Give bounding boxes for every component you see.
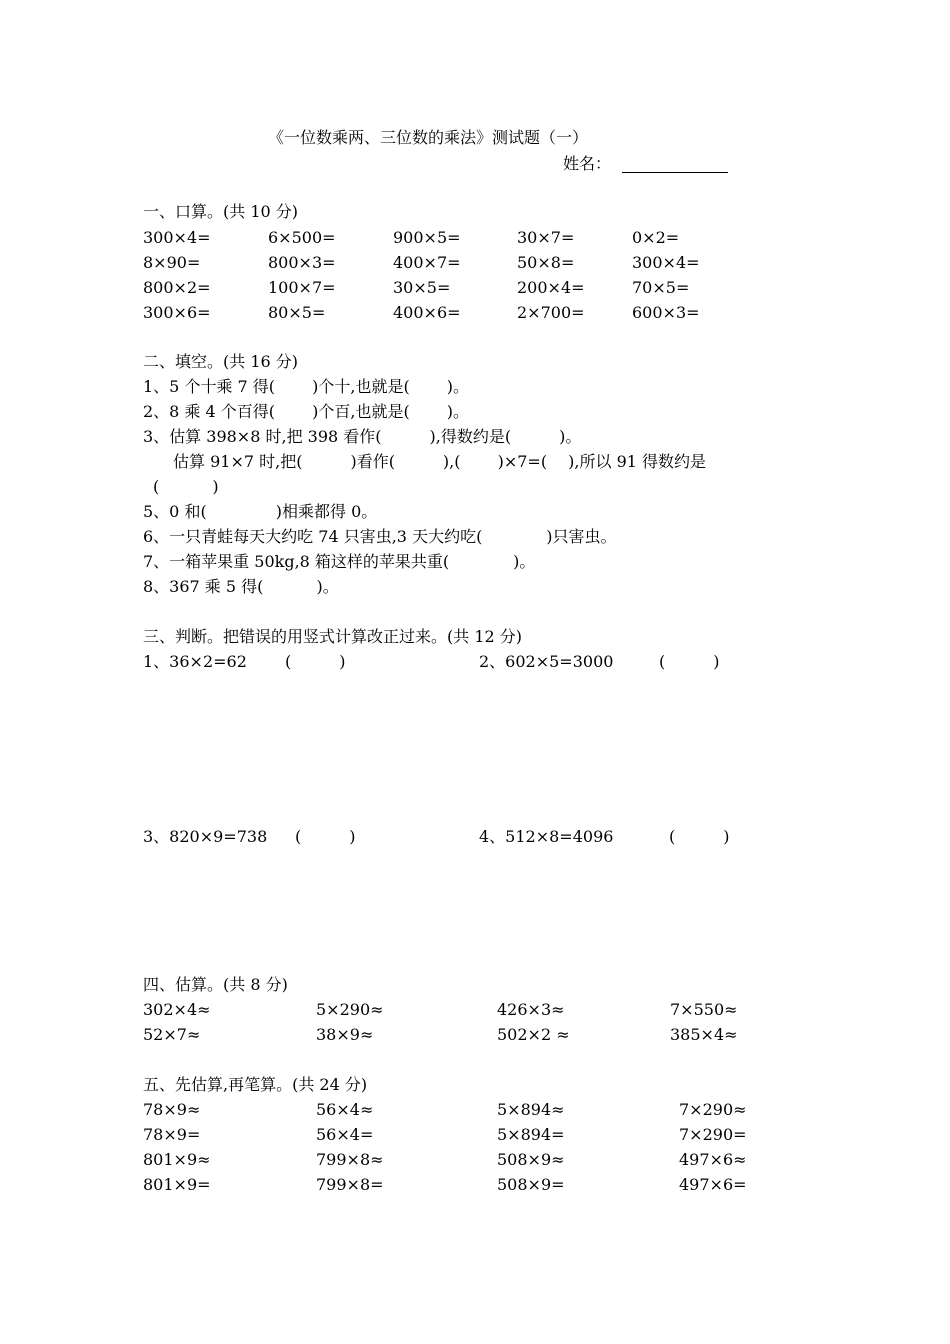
s1-cell: 80×5= (268, 303, 326, 322)
fill-item: 6、一只青蛙每天大约吃 74 只害虫,3 天大约吃( )只害虫。 (143, 527, 617, 546)
s1-cell: 300×6= (143, 303, 211, 322)
fill-item: 估算 91×7 时,把( )看作( ),( )×7=( ),所以 91 得数约是 (173, 452, 707, 471)
s1-cell: 50×8= (517, 253, 575, 272)
name-label: 姓名： (563, 154, 612, 173)
judge-item-blank: ( ) (295, 827, 356, 846)
calc-cell: 799×8= (316, 1175, 384, 1194)
page-title: 《一位数乘两、三位数的乘法》测试题（一） (268, 128, 589, 147)
judge-item-blank: ( ) (659, 652, 720, 671)
section4-title: 四、估算。(共 8 分) (143, 975, 288, 994)
calc-cell: 497×6≈ (679, 1150, 747, 1169)
judge-item-text: 2、602×5=3000 (479, 652, 614, 671)
judge-item-text: 3、820×9=738 (143, 827, 268, 846)
calc-cell: 5×894= (497, 1125, 565, 1144)
s1-cell: 400×6= (393, 303, 461, 322)
s1-cell: 6×500= (268, 228, 336, 247)
s1-cell: 70×5= (632, 278, 690, 297)
judge-item-text: 4、512×8=4096 (479, 827, 614, 846)
s1-cell: 8×90= (143, 253, 201, 272)
fill-item: 5、0 和( )相乘都得 0。 (143, 502, 378, 521)
judge-item-blank: ( ) (669, 827, 730, 846)
calc-cell: 801×9≈ (143, 1150, 211, 1169)
calc-cell: 78×9= (143, 1125, 201, 1144)
s1-cell: 300×4= (143, 228, 211, 247)
section3-title: 三、判断。把错误的用竖式计算改正过来。(共 12 分) (143, 627, 523, 646)
fill-item: 2、8 乘 4 个百得( )个百,也就是( )。 (143, 402, 470, 421)
calc-cell: 56×4≈ (316, 1100, 374, 1119)
calc-cell: 7×290≈ (679, 1100, 747, 1119)
estimate-cell: 502×2 ≈ (497, 1025, 570, 1044)
estimate-cell: 5×290≈ (316, 1000, 384, 1019)
calc-cell: 799×8≈ (316, 1150, 384, 1169)
name-blank-line (622, 172, 728, 173)
calc-cell: 801×9= (143, 1175, 211, 1194)
s1-cell: 600×3= (632, 303, 700, 322)
calc-cell: 497×6= (679, 1175, 747, 1194)
fill-item: ( ) (153, 477, 219, 496)
estimate-cell: 426×3≈ (497, 1000, 565, 1019)
fill-item: 8、367 乘 5 得( )。 (143, 577, 339, 596)
fill-item: 3、估算 398×8 时,把 398 看作( ),得数约是( )。 (143, 427, 582, 446)
s1-cell: 400×7= (393, 253, 461, 272)
s1-cell: 800×3= (268, 253, 336, 272)
calc-cell: 508×9≈ (497, 1150, 565, 1169)
estimate-cell: 302×4≈ (143, 1000, 211, 1019)
s1-cell: 30×7= (517, 228, 575, 247)
s1-cell: 200×4= (517, 278, 585, 297)
section5-title: 五、先估算,再笔算。(共 24 分) (143, 1075, 368, 1094)
section2-title: 二、填空。(共 16 分) (143, 352, 299, 371)
calc-cell: 508×9= (497, 1175, 565, 1194)
judge-item-text: 1、36×2=62 (143, 652, 247, 671)
calc-cell: 78×9≈ (143, 1100, 201, 1119)
s1-cell: 2×700= (517, 303, 585, 322)
judge-item-blank: ( ) (285, 652, 346, 671)
calc-cell: 5×894≈ (497, 1100, 565, 1119)
s1-cell: 0×2= (632, 228, 680, 247)
calc-cell: 7×290= (679, 1125, 747, 1144)
estimate-cell: 52×7≈ (143, 1025, 201, 1044)
section1-title: 一、口算。(共 10 分) (143, 202, 299, 221)
fill-item: 7、一箱苹果重 50kg,8 箱这样的苹果共重( )。 (143, 552, 536, 571)
estimate-cell: 385×4≈ (670, 1025, 738, 1044)
s1-cell: 300×4= (632, 253, 700, 272)
calc-cell: 56×4= (316, 1125, 374, 1144)
s1-cell: 900×5= (393, 228, 461, 247)
fill-item: 1、5 个十乘 7 得( )个十,也就是( )。 (143, 377, 470, 396)
estimate-cell: 7×550≈ (670, 1000, 738, 1019)
s1-cell: 800×2= (143, 278, 211, 297)
estimate-cell: 38×9≈ (316, 1025, 374, 1044)
s1-cell: 30×5= (393, 278, 451, 297)
s1-cell: 100×7= (268, 278, 336, 297)
